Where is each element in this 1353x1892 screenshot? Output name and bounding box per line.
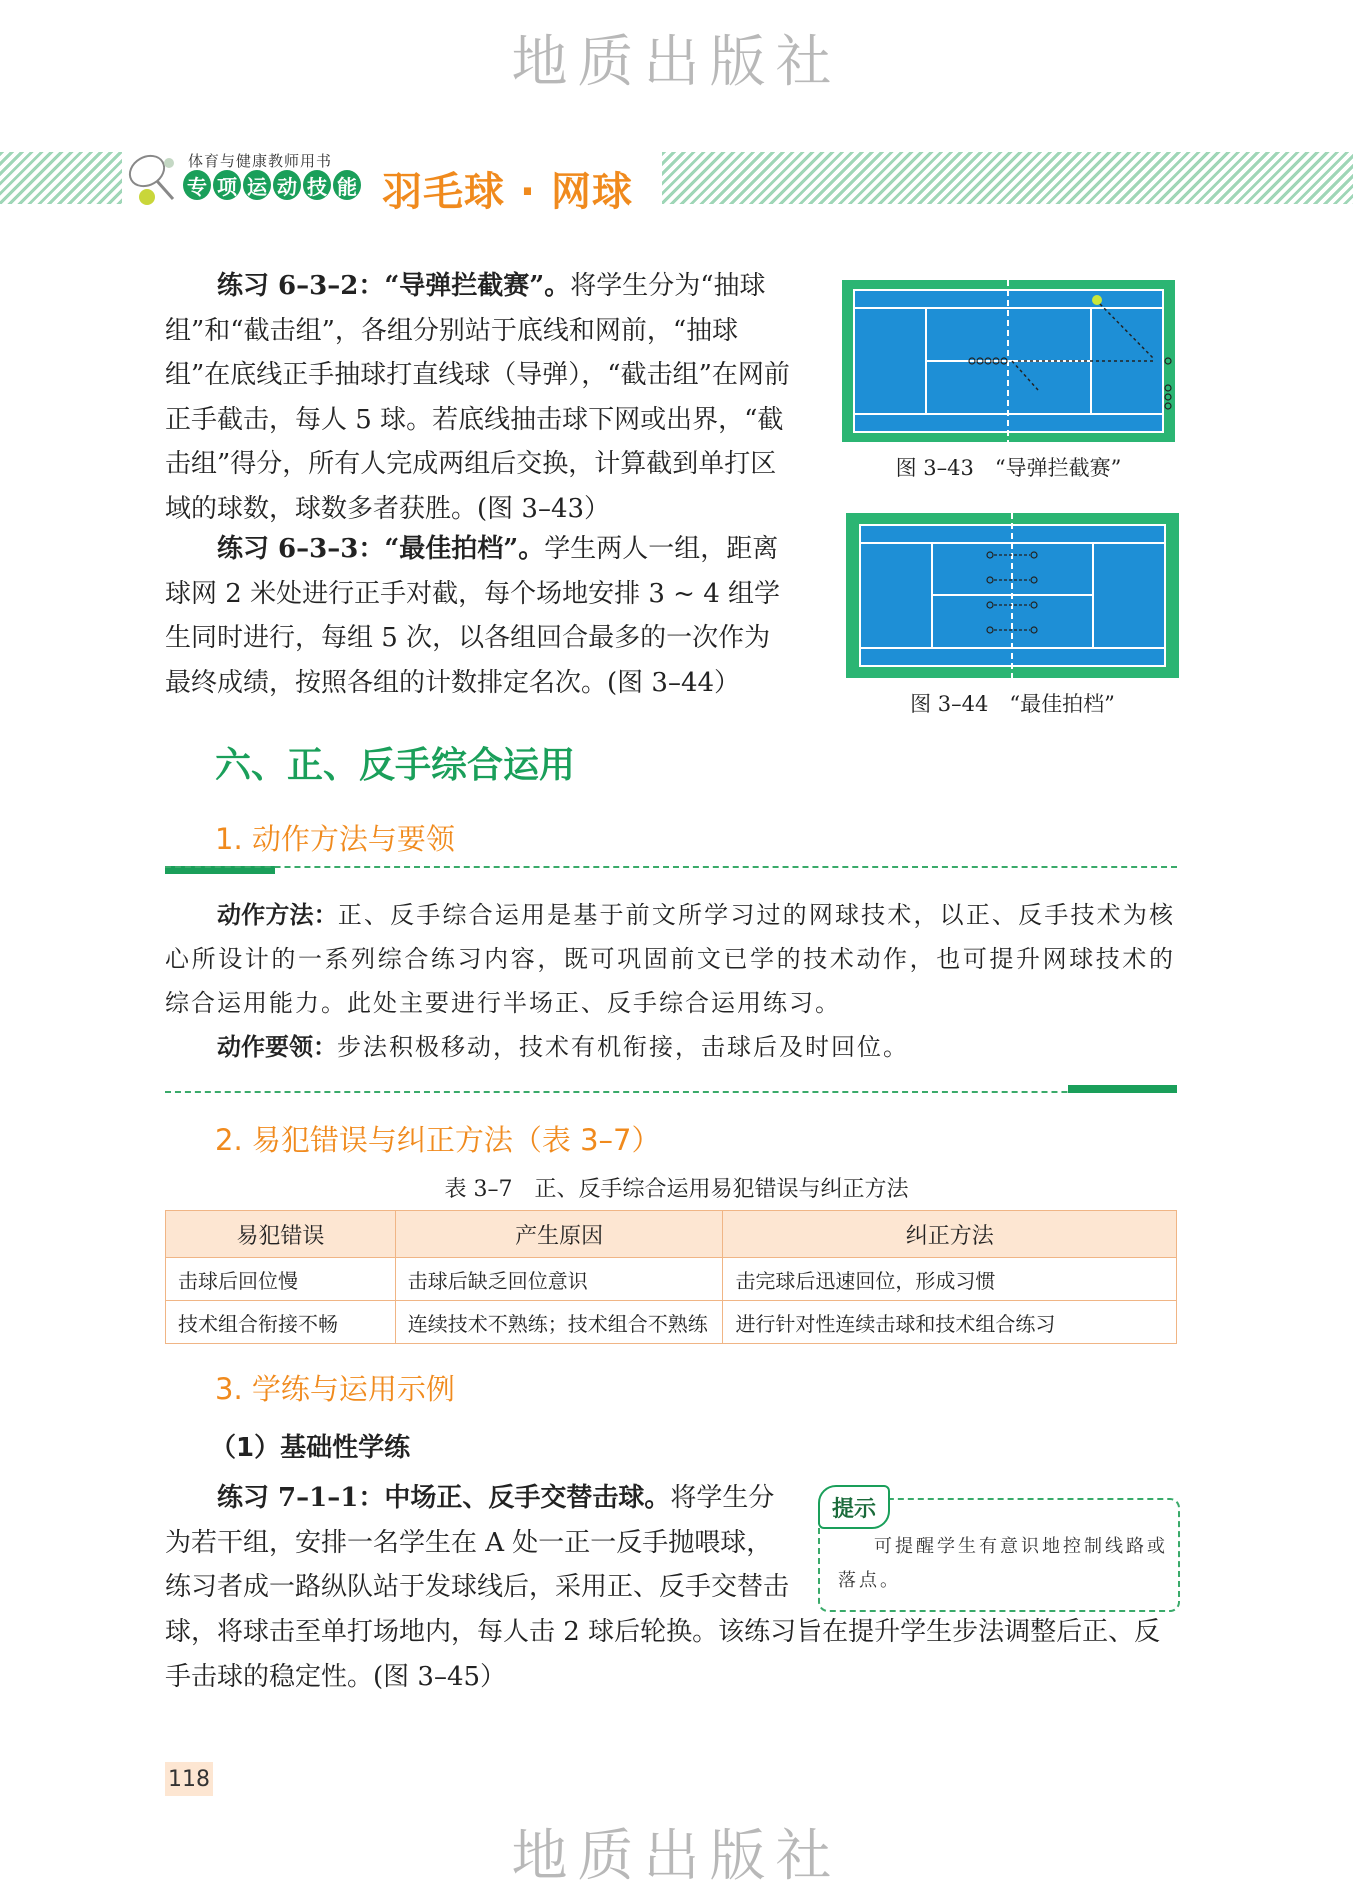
court-diagram-missile-intercept: [842, 280, 1175, 442]
court-diagram-best-partners: [846, 513, 1179, 678]
practice-711-paragraph: [165, 1476, 793, 1610]
badge-char: 专: [183, 170, 211, 200]
publisher-watermark-top: 地质出版社: [511, 30, 842, 95]
practice-633-label: 练习 6–3–3：“最佳拍档”。: [217, 534, 545, 564]
book-title: 羽毛球 · 网球: [382, 169, 634, 215]
badge-char: 能: [333, 170, 361, 200]
practice-711-body-1: 将学生分为若干组，安排一名学生在 A 处一正一反手抛喂球，练习者成一路纵队站于发球线后，采用正、反手交替击: [165, 1483, 790, 1602]
table-header-cell: 纠正方法: [723, 1211, 1177, 1258]
header-stripe-right: [662, 152, 1353, 204]
table-row: [166, 1258, 1177, 1301]
practice-632-label: 练习 6–3–2：“导弹拦截赛”。: [217, 271, 571, 301]
tip-label: 提示: [818, 1485, 890, 1529]
tip-text: 可提醒学生有意识地控制线路或落点。: [838, 1536, 1168, 1591]
practice-632-body: 将学生分为“抽球组”和“截击组”，各组分别站于底线和网前，“抽球组”在底线正手抽球打直线球（导弹），“截击组”在网前正手截击，每人 5 球。若底线抽击球下网或出界，“截击组”得分，所有人完成两组后交换，计算截到单打区域的球数，球数多者获胜。(图 3–43）: [165, 271, 790, 524]
publisher-watermark-bottom: 地质出版社: [511, 1824, 842, 1889]
practice-632-paragraph: [165, 264, 793, 531]
green-accent-bar: [1068, 1085, 1177, 1093]
table-header-row: [166, 1211, 1177, 1258]
section-title: 六、正、反手综合运用: [215, 745, 576, 786]
action-method-paragraph: [165, 893, 1175, 1025]
badge-char: 动: [273, 170, 301, 200]
table-cell: 击球后缺乏回位意识: [395, 1258, 723, 1301]
book-subtitle: 体育与健康教师用书: [188, 152, 333, 170]
racket-ball-logo-icon: [125, 149, 185, 207]
table-cell: 击完球后迅速回位，形成习惯: [723, 1258, 1177, 1301]
table-cell: 击球后回位慢: [166, 1258, 396, 1301]
action-key-label: 动作要领：: [217, 1033, 337, 1061]
subheading-errors: 2. 易犯错误与纠正方法（表 3–7）: [215, 1123, 661, 1157]
practice-711-continued: 球，将球击至单打场地内，每人击 2 球后轮换。该练习旨在提升学生步法调整后正、反手击球的稳定性。(图 3–45）: [165, 1617, 1161, 1692]
figure-3-44-caption: 图 3–44 “最佳拍档”: [910, 692, 1115, 716]
action-key-text: 步法积极移动，技术有机衔接，击球后及时回位。: [337, 1033, 909, 1061]
basic-practice-heading: （1）基础性学练: [210, 1433, 411, 1463]
table-cell: 技术组合衔接不畅: [166, 1301, 396, 1344]
badge-char: 项: [213, 170, 241, 200]
table-header-cell: 产生原因: [395, 1211, 723, 1258]
badge-char: 技: [303, 170, 331, 200]
table-row: [166, 1301, 1177, 1344]
action-method-label: 动作方法：: [217, 901, 338, 929]
subheading-action-method: 1. 动作方法与要领: [215, 822, 455, 856]
table-cell: 进行针对性连续击球和技术组合练习: [723, 1301, 1177, 1344]
dashed-divider: [165, 1091, 1177, 1093]
dashed-divider: [165, 866, 1177, 868]
practice-633-paragraph: [165, 527, 793, 705]
table-3-7-caption: 表 3–7 正、反手综合运用易犯错误与纠正方法: [444, 1177, 909, 1202]
practice-633-body: 学生两人一组，距离球网 2 米处进行正手对截，每个场地安排 3 ~ 4 组学生同时进行，每组 5 次，以各组回合最多的一次作为最终成绩，按照各组的计数排定名次。(图 3–44）: [165, 534, 780, 698]
table-cell: 连续技术不熟练；技术组合不熟练: [395, 1301, 723, 1344]
ball-icon: [1092, 295, 1102, 305]
errors-table: [165, 1210, 1177, 1344]
figure-3-43-caption: 图 3–43 “导弹拦截赛”: [895, 456, 1122, 480]
subheading-practice-examples: 3. 学练与运用示例: [215, 1372, 455, 1406]
page-number: 118: [165, 1762, 213, 1796]
table-header-cell: 易犯错误: [166, 1211, 396, 1258]
book-badges: [183, 170, 361, 200]
action-method-text: 正、反手综合运用是基于前文所学习过的网球技术，以正、反手技术为核心所设计的一系列综合练习内容，既可巩固前文已学的技术动作，也可提升网球技术的综合运用能力。此处主要进行半场正、反手综合运用练习。: [165, 901, 1176, 1017]
header-stripe-left: [0, 152, 122, 204]
action-key-paragraph: [165, 1025, 1175, 1069]
badge-char: 运: [243, 170, 271, 200]
practice-711-label: 练习 7–1–1：中场正、反手交替击球。: [217, 1483, 671, 1513]
